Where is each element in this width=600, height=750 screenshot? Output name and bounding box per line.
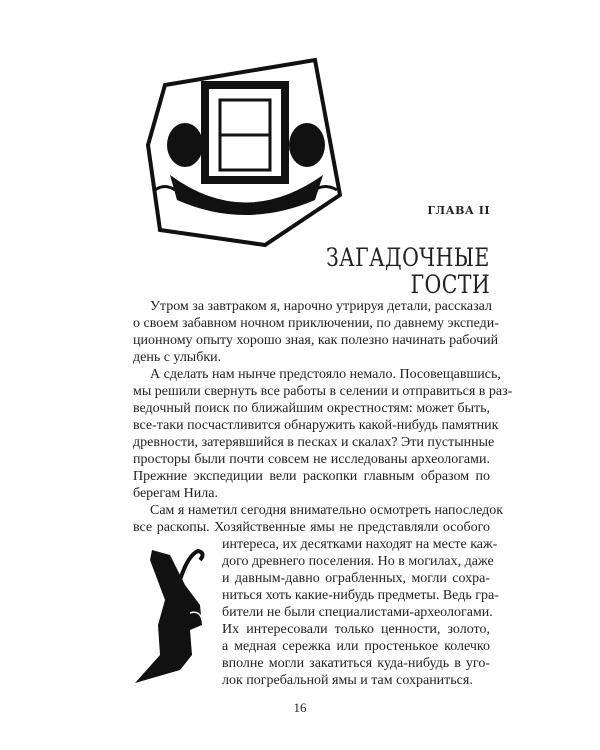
text-line: интереса, их десятками находят на месте каж- [222,537,498,552]
text-line: лок погребальной ямы и там сохраниться. [222,673,473,688]
text-line: Прежние экспедиции вели раскопки главным образом по [133,469,490,484]
text-line: день с улыбки. [133,350,222,365]
text-line: берегам Нила. [133,486,218,501]
boat-illustration [145,55,345,250]
text-line: ниться хоть какие-нибудь предметы. Ведь гра- [222,588,499,603]
text-line: мы решили свернуть все работы в селении и отправиться в раз- [133,384,513,399]
chapter-label: ГЛАВА II [427,204,490,217]
text-line: бители не были специалистами-археологами. [222,605,493,620]
text-line: Утром за завтраком я, нарочно утрируя детали, рассказал [150,299,492,314]
text-line: все-таки посчастливится обнаружить какой-нибудь памятник [133,418,499,433]
chapter-title-line-2: ГОСТИ [410,270,490,299]
text-line: ведочный поиск по ближайшим окрестностям: может быть, [133,401,490,416]
text-line: Сам я наметил сегодня внимательно осмотреть напоследок [150,503,504,518]
text-line: древности, затерявшийся в песках и скалах? Эти пустынные [133,435,495,450]
bird-illustration [130,545,215,685]
text-line: ционному опыту хорошо зная, как полезно начинать рабочий [133,333,499,348]
text-line: дого древнего поселения. Но в могилах, даже [222,554,494,569]
text-line: все раскопы. Хозяйственные ямы не представляли особого [133,520,490,535]
text-line: и давным-давно ограбленных, могли сохра- [222,571,490,586]
text-line: вполне могли закатиться куда-нибудь в уго- [222,656,490,671]
text-line: а медная сережка или простенькое колечко [222,639,490,654]
text-line: просторы были почти совсем не исследованы археологами. [133,452,490,467]
text-line: о своем забавном ночном приключении, по давнему экспеди- [133,316,499,331]
text-line: А сделать нам нынче предстояло немало. Посовещавшись, [150,367,501,382]
chapter-title-line-1: ЗАГАДОЧНЫЕ [326,243,490,272]
page-number: 16 [293,700,307,715]
text-line: Их интересовали только ценности, золото, [222,622,490,637]
